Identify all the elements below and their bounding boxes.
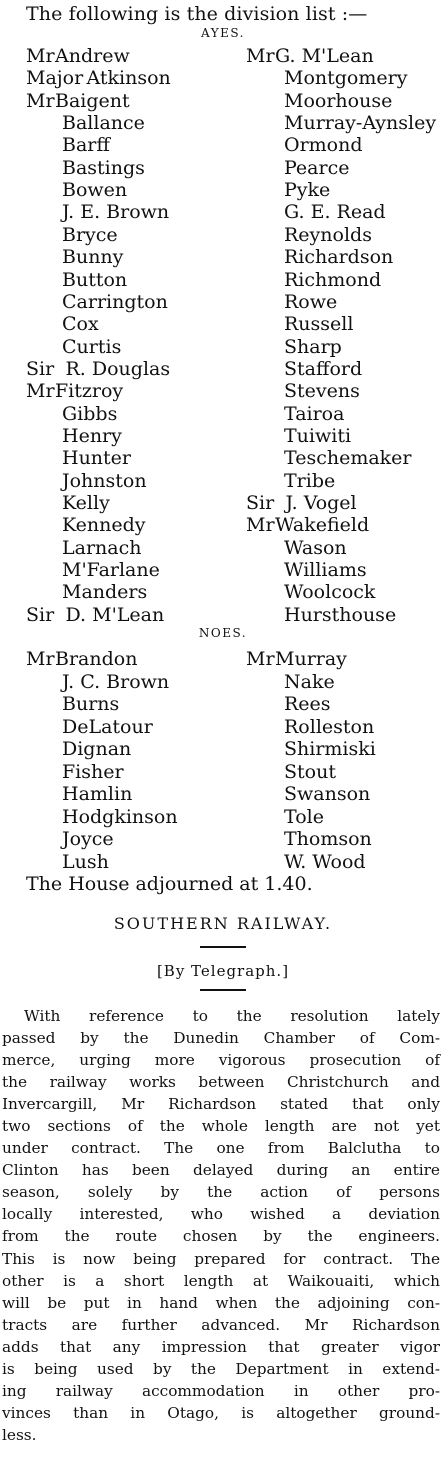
article-line: locally interested, who wished a deviation — [2, 1205, 440, 1224]
member-title: Mr — [246, 45, 275, 67]
member-name: Bunny — [62, 246, 124, 269]
member-name: Henry — [62, 424, 122, 447]
member-name: Hursthouse — [284, 603, 397, 626]
article-line: Clinton has been delayed during an entire — [2, 1161, 440, 1180]
member-name: Wason — [284, 536, 347, 559]
article-line: vinces than in Otago, is altogether ground- — [2, 1403, 440, 1422]
member-name: Nake — [284, 670, 335, 693]
member-title: Mr — [26, 380, 55, 403]
member-name: Kennedy — [62, 514, 146, 537]
member-name: G. M'Lean — [275, 45, 374, 67]
member-title: Mr — [26, 45, 55, 67]
member-name: Hunter — [62, 447, 132, 470]
member-name: Carrington — [62, 290, 168, 313]
member-name: Teschemaker — [284, 447, 412, 470]
member-name: Tairoa — [284, 402, 345, 425]
member-name: Baigent — [55, 89, 130, 112]
article-line: ing railway accommodation in other pro- — [2, 1381, 440, 1400]
member-name: Brandon — [55, 648, 138, 670]
member-name: Murray — [275, 648, 347, 670]
member-title: Sir — [26, 357, 55, 380]
member-name: Manders — [62, 581, 148, 604]
member-name: Wakefield — [275, 514, 370, 537]
article-line: other is a short length at Waikouaiti, which — [2, 1271, 440, 1290]
article-line: tracts are further advanced. Mr Richardson — [2, 1315, 440, 1334]
member-name: Larnach — [62, 536, 142, 559]
article-line: adds that any impression that greater vigor — [2, 1337, 440, 1356]
member-name: Swanson — [284, 783, 371, 805]
member-name: Johnston — [62, 469, 147, 492]
member-name: Ormond — [284, 134, 363, 157]
byline-rule — [200, 989, 246, 991]
noes-label: NOES. — [198, 626, 248, 640]
member-name: Kelly — [62, 492, 110, 514]
member-name: Gibbs — [62, 402, 118, 425]
member-title: Major — [26, 67, 84, 90]
member-name: Woolcock — [284, 581, 376, 604]
member-name: Button — [62, 268, 128, 291]
member-name: Andrew — [55, 45, 130, 67]
member-name: Rees — [284, 693, 331, 715]
heading-rule — [200, 946, 246, 948]
member-name: Stout — [284, 760, 336, 783]
member-title: Sir — [26, 603, 55, 626]
member-name: Pearce — [284, 156, 350, 179]
member-name: G. E. Read — [284, 201, 386, 224]
member-name: R. Douglas — [65, 357, 171, 380]
member-name: Ballance — [62, 112, 145, 135]
article-line: passed by the Dunedin Chamber of Com- — [2, 1029, 440, 1048]
article-line: from the route chosen by the engineers. — [2, 1227, 440, 1246]
member-name: Cox — [62, 313, 99, 336]
article-line: will be put in hand when the adjoining con- — [2, 1293, 440, 1312]
member-name: Rolleston — [284, 715, 375, 738]
member-name: Burns — [62, 693, 120, 715]
member-name: Tole — [284, 805, 324, 828]
member-name: Pyke — [284, 179, 331, 202]
member-name: Curtis — [62, 335, 122, 358]
article-line: This is now being prepared for contract. The — [2, 1249, 440, 1268]
member-name: D. M'Lean — [65, 603, 165, 626]
member-name: Shirmiski — [284, 738, 376, 760]
ayes-label: AYES. — [201, 26, 245, 40]
member-name: Fisher — [62, 760, 124, 783]
adjournment-note: The House adjourned at 1.40. — [26, 873, 313, 895]
member-title: Mr — [246, 514, 275, 537]
member-name: J. Vogel — [285, 492, 357, 514]
member-name: Tribe — [284, 469, 336, 492]
member-name: Stafford — [284, 357, 363, 380]
member-name: Rowe — [284, 290, 338, 313]
article-line: season, solely by the action of persons — [2, 1183, 440, 1202]
member-name: Lush — [62, 850, 109, 873]
member-name: Richardson — [284, 246, 394, 269]
member-name: Bastings — [62, 156, 145, 179]
member-name: J. E. Brown — [62, 201, 170, 224]
article-line: the railway works between Christchurch and — [2, 1073, 440, 1092]
article-byline: [By Telegraph.] — [156, 962, 290, 980]
article-body — [2, 1005, 440, 1446]
member-name: Fitzroy — [55, 380, 124, 403]
article-line: less. — [2, 1425, 37, 1444]
member-name: Hamlin — [62, 783, 133, 805]
article-line: under contract. The one from Balclutha to — [2, 1139, 440, 1158]
article-line: Invercargill, Mr Richardson stated that only — [2, 1095, 440, 1114]
division-list-intro: The following is the division list :— — [26, 3, 368, 25]
member-name: Russell — [284, 313, 354, 336]
member-name: Atkinson — [86, 67, 171, 90]
member-name: Reynolds — [284, 223, 372, 246]
article-heading: SOUTHERN RAILWAY. — [113, 914, 333, 933]
member-name: Sharp — [284, 335, 342, 358]
member-name: M'Farlane — [62, 559, 160, 582]
member-name: Williams — [284, 559, 367, 582]
member-name: Bowen — [62, 179, 128, 202]
member-name: Murray-Aynsley — [284, 112, 437, 135]
member-name: Thomson — [284, 828, 372, 850]
article-line: With reference to the resolution lately — [24, 1007, 440, 1025]
article-line: two sections of the whole length are not yet — [2, 1117, 440, 1136]
member-name: W. Wood — [284, 850, 366, 873]
member-name: Montgomery — [284, 67, 408, 90]
member-name: Moorhouse — [284, 89, 393, 112]
member-title: Mr — [26, 89, 55, 112]
article-line: is being used by the Department in extend- — [2, 1359, 440, 1378]
member-name: Bryce — [62, 223, 118, 246]
member-name: Stevens — [284, 380, 360, 403]
member-title: Sir — [246, 492, 275, 514]
article-line: merce, urging more vigorous prosecution of — [2, 1051, 440, 1070]
member-name: Hodgkinson — [62, 805, 178, 828]
member-name: J. C. Brown — [62, 670, 170, 693]
member-name: Tuiwiti — [284, 424, 352, 447]
member-name: Dignan — [62, 738, 132, 760]
member-name: Joyce — [62, 828, 114, 850]
member-name: Barff — [62, 134, 110, 157]
member-title: Mr — [26, 648, 55, 670]
member-name: Richmond — [284, 268, 382, 291]
member-title: Mr — [246, 648, 275, 670]
member-name: DeLatour — [62, 715, 153, 738]
